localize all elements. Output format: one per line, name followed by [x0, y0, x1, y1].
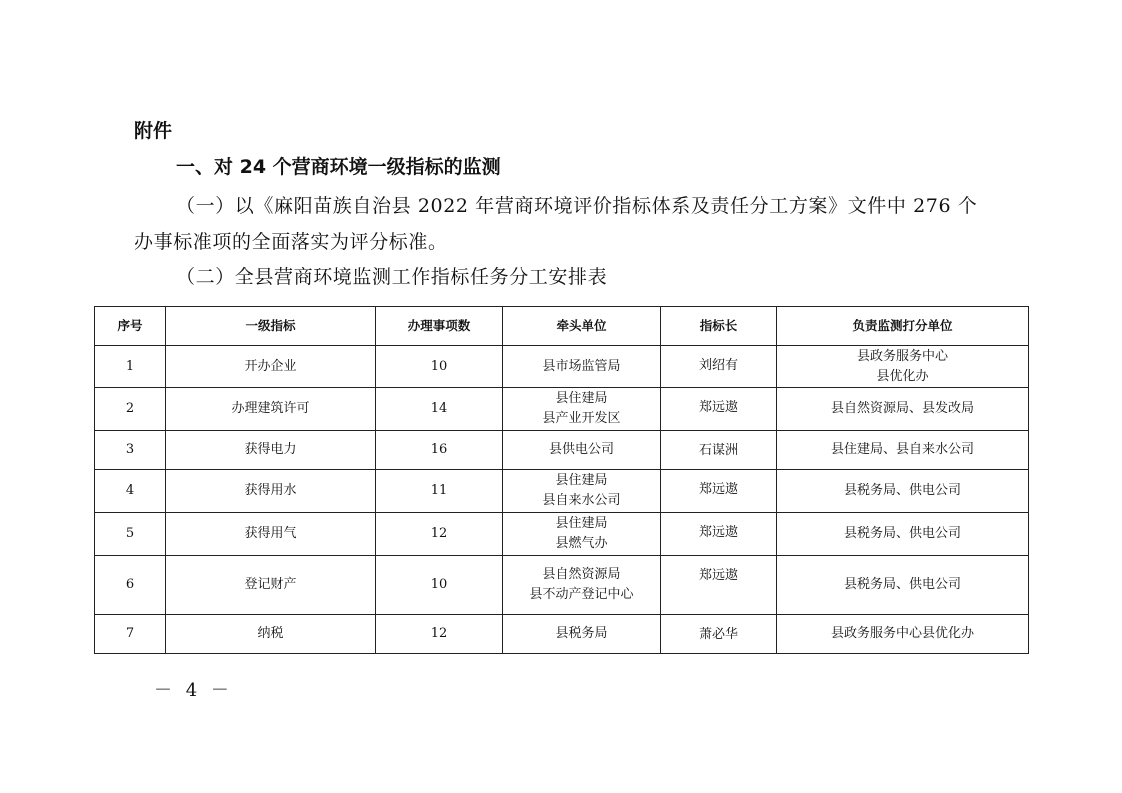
- header-lead-unit: 牵头单位: [503, 307, 661, 346]
- cell-no: 1: [95, 346, 166, 388]
- header-indicator: 一级指标: [166, 307, 376, 346]
- cell-scoring-unit: [777, 431, 1029, 470]
- table-row: [95, 556, 1029, 615]
- header-count: 办理事项数: [376, 307, 503, 346]
- cell-chief: 郑远遨: [661, 470, 777, 513]
- cell-scoring-unit-line: 县政务服务中心县优化办: [830, 626, 974, 641]
- cell-indicator: 获得用水: [166, 470, 376, 513]
- cell-lead-unit: [503, 513, 661, 556]
- cell-no: 7: [95, 615, 166, 654]
- cell-lead-unit: [503, 388, 661, 431]
- table-row: [95, 470, 1029, 513]
- cell-lead-unit-line: 县住建局: [555, 516, 608, 531]
- cell-chief: 郑远遨: [661, 556, 777, 615]
- table-header-row: [95, 307, 1029, 346]
- cell-indicator: 获得电力: [166, 431, 376, 470]
- cell-chief: 刘绍有: [661, 346, 777, 388]
- table-row: [95, 388, 1029, 431]
- table-heading: （二）全县营商环境监测工作指标任务分工安排表: [176, 266, 608, 288]
- cell-count: 14: [376, 388, 503, 431]
- cell-lead-unit-line: 县不动产登记中心: [529, 587, 634, 602]
- cell-count: 10: [376, 346, 503, 388]
- table-row: [95, 615, 1029, 654]
- cell-count: 11: [376, 470, 503, 513]
- cell-scoring-unit-line: 县税务局、供电公司: [843, 526, 961, 541]
- cell-scoring-unit: [777, 470, 1029, 513]
- cell-scoring-unit-line: 县优化办: [876, 368, 929, 384]
- body-paragraph: （一）以《麻阳苗族自治县 2022 年营商环境评价指标体系及责任分工方案》文件中 276 个办事标准项的全面落实为评分标准。: [134, 195, 978, 253]
- attachment-label: 附件: [134, 120, 173, 142]
- cell-count: 10: [376, 556, 503, 615]
- cell-lead-unit-line: 县住建局: [555, 473, 608, 488]
- cell-no: 4: [95, 470, 166, 513]
- cell-scoring-unit-line: 县税务局、供电公司: [843, 483, 961, 498]
- cell-scoring-unit-line: 县政务服务中心: [856, 348, 948, 364]
- cell-lead-unit-line: 县燃气办: [555, 536, 608, 551]
- cell-lead-unit-line: 县自来水公司: [542, 493, 621, 508]
- header-scoring-unit: 负责监测打分单位: [777, 307, 1029, 346]
- cell-scoring-unit-line: 县自然资源局、县发改局: [830, 401, 974, 416]
- cell-indicator: 开办企业: [166, 346, 376, 388]
- table-body: [95, 346, 1029, 654]
- cell-lead-unit: [503, 346, 661, 388]
- header-chief: 指标长: [661, 307, 777, 346]
- cell-lead-unit-line: 县市场监管局: [542, 358, 621, 374]
- cell-chief: 石谋洲: [661, 431, 777, 470]
- cell-scoring-unit-line: 县住建局、县自来水公司: [830, 442, 974, 457]
- cell-indicator: 获得用气: [166, 513, 376, 556]
- cell-lead-unit: [503, 615, 661, 654]
- cell-lead-unit-line: 县住建局: [555, 391, 608, 406]
- table-row: [95, 431, 1029, 470]
- cell-no: 3: [95, 431, 166, 470]
- header-no: 序号: [95, 307, 166, 346]
- table-row: [95, 513, 1029, 556]
- cell-lead-unit: [503, 431, 661, 470]
- cell-lead-unit: [503, 556, 661, 615]
- cell-scoring-unit: [777, 513, 1029, 556]
- cell-count: 12: [376, 615, 503, 654]
- task-table: [94, 306, 1029, 654]
- page-number: － 4 －: [154, 680, 233, 701]
- cell-chief: 郑远遨: [661, 513, 777, 556]
- cell-scoring-unit: [777, 346, 1029, 388]
- cell-lead-unit-line: 县供电公司: [548, 442, 614, 457]
- cell-lead-unit: [503, 470, 661, 513]
- cell-indicator: 纳税: [166, 615, 376, 654]
- cell-count: 12: [376, 513, 503, 556]
- cell-lead-unit-line: 县自然资源局: [542, 567, 621, 582]
- cell-scoring-unit-line: 县税务局、供电公司: [843, 577, 961, 592]
- cell-chief: 萧必华: [661, 615, 777, 654]
- cell-scoring-unit: [777, 556, 1029, 615]
- cell-lead-unit-line: 县税务局: [555, 626, 608, 641]
- cell-scoring-unit: [777, 615, 1029, 654]
- cell-no: 6: [95, 556, 166, 615]
- cell-count: 16: [376, 431, 503, 470]
- cell-indicator: 办理建筑许可: [166, 388, 376, 431]
- cell-indicator: 登记财产: [166, 556, 376, 615]
- table-row: [95, 346, 1029, 388]
- cell-no: 5: [95, 513, 166, 556]
- cell-chief: 郑远遨: [661, 388, 777, 431]
- section-heading: 一、对 24 个营商环境一级指标的监测: [176, 156, 501, 178]
- cell-scoring-unit: [777, 388, 1029, 431]
- cell-lead-unit-line: 县产业开发区: [542, 411, 621, 426]
- cell-no: 2: [95, 388, 166, 431]
